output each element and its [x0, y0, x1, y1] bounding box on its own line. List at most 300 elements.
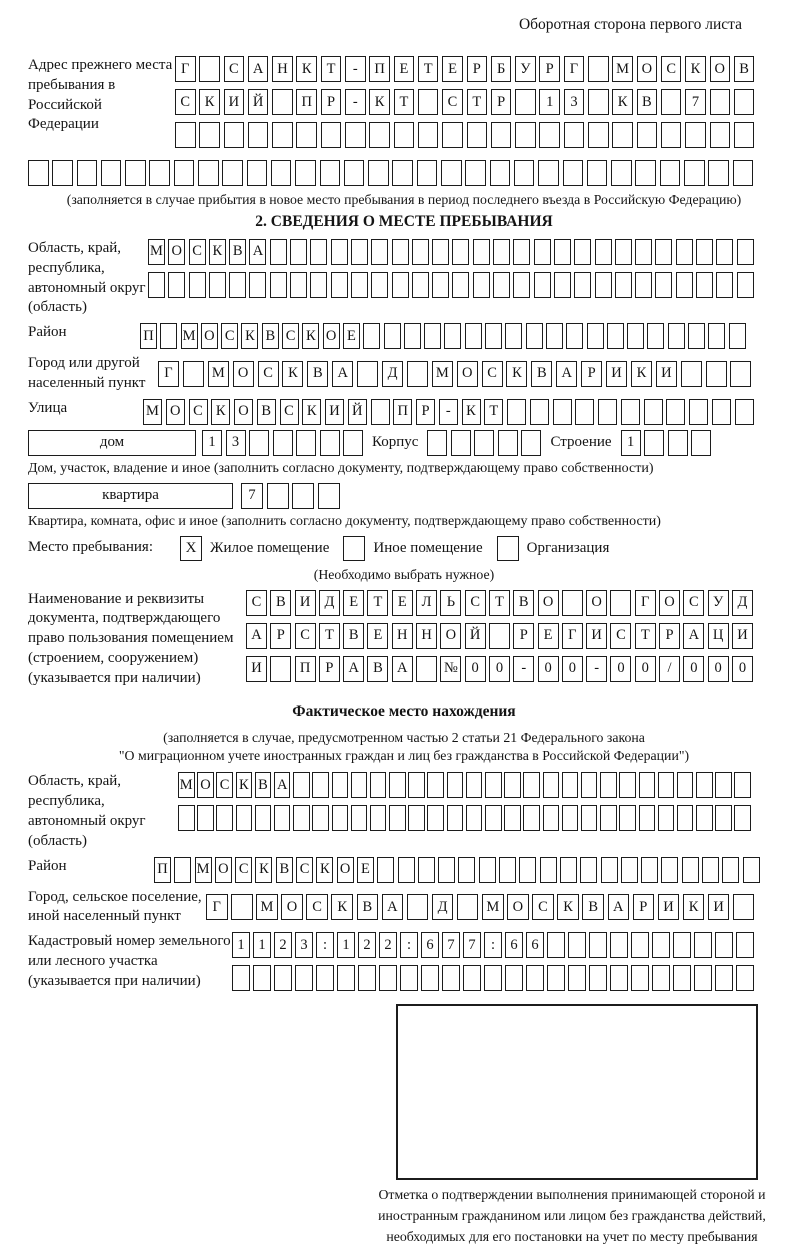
- char-cell[interactable]: Б: [491, 56, 512, 82]
- char-cell[interactable]: С: [306, 894, 328, 920]
- char-cell[interactable]: Ц: [708, 623, 729, 649]
- char-cell[interactable]: В: [257, 399, 276, 425]
- char-cell[interactable]: К: [331, 894, 353, 920]
- char-cell[interactable]: К: [302, 399, 321, 425]
- char-cell[interactable]: [566, 323, 583, 349]
- char-cell[interactable]: [661, 857, 678, 883]
- char-cell[interactable]: [209, 272, 226, 298]
- char-cell[interactable]: [368, 160, 389, 186]
- char-cell[interactable]: К: [369, 89, 390, 115]
- char-cell[interactable]: [379, 965, 397, 991]
- char-cell[interactable]: М: [181, 323, 198, 349]
- char-cell[interactable]: В: [734, 56, 755, 82]
- char-cell[interactable]: [627, 323, 644, 349]
- char-cell[interactable]: И: [586, 623, 607, 649]
- char-cell[interactable]: И: [606, 361, 627, 387]
- char-cell[interactable]: [337, 965, 355, 991]
- char-cell[interactable]: Н: [416, 623, 437, 649]
- char-cell[interactable]: [271, 160, 292, 186]
- char-cell[interactable]: Р: [416, 399, 435, 425]
- char-cell[interactable]: И: [295, 590, 316, 616]
- char-cell[interactable]: [398, 857, 415, 883]
- char-cell[interactable]: [688, 323, 705, 349]
- char-cell[interactable]: В: [513, 590, 534, 616]
- char-cell[interactable]: [485, 772, 502, 798]
- char-cell[interactable]: С: [683, 590, 704, 616]
- char-cell[interactable]: [668, 323, 685, 349]
- char-cell[interactable]: 2: [274, 932, 292, 958]
- char-cell[interactable]: О: [440, 623, 461, 649]
- char-cell[interactable]: [661, 89, 682, 115]
- char-cell[interactable]: С: [216, 772, 233, 798]
- char-cell[interactable]: Е: [343, 323, 360, 349]
- char-cell[interactable]: [457, 894, 479, 920]
- char-cell[interactable]: [652, 965, 670, 991]
- char-cell[interactable]: [418, 857, 435, 883]
- char-cell[interactable]: [743, 857, 760, 883]
- char-cell[interactable]: [547, 965, 565, 991]
- char-cell[interactable]: [553, 399, 572, 425]
- char-cell[interactable]: С: [482, 361, 503, 387]
- char-cell[interactable]: А: [246, 623, 267, 649]
- char-cell[interactable]: Р: [467, 56, 488, 82]
- char-cell[interactable]: [521, 430, 541, 456]
- char-cell[interactable]: [513, 272, 530, 298]
- char-cell[interactable]: [733, 160, 754, 186]
- char-cell[interactable]: 7: [685, 89, 706, 115]
- char-cell[interactable]: [312, 772, 329, 798]
- char-cell[interactable]: [607, 323, 624, 349]
- char-cell[interactable]: [610, 965, 628, 991]
- char-cell[interactable]: М: [432, 361, 453, 387]
- char-cell[interactable]: С: [282, 323, 299, 349]
- char-cell[interactable]: [734, 772, 751, 798]
- char-cell[interactable]: [321, 122, 342, 148]
- char-cell[interactable]: [229, 272, 246, 298]
- char-cell[interactable]: 1: [539, 89, 560, 115]
- char-cell[interactable]: И: [224, 89, 245, 115]
- char-cell[interactable]: М: [612, 56, 633, 82]
- char-cell[interactable]: [676, 272, 693, 298]
- char-cell[interactable]: О: [234, 399, 253, 425]
- char-cell[interactable]: [730, 361, 751, 387]
- char-cell[interactable]: [407, 361, 428, 387]
- char-cell[interactable]: [371, 272, 388, 298]
- char-cell[interactable]: [610, 590, 631, 616]
- char-cell[interactable]: [631, 932, 649, 958]
- char-cell[interactable]: М: [482, 894, 504, 920]
- char-cell[interactable]: [332, 772, 349, 798]
- char-cell[interactable]: С: [296, 857, 313, 883]
- char-cell[interactable]: [598, 399, 617, 425]
- char-cell[interactable]: В: [582, 894, 604, 920]
- char-cell[interactable]: О: [233, 361, 254, 387]
- char-cell[interactable]: [580, 857, 597, 883]
- char-cell[interactable]: А: [382, 894, 404, 920]
- char-cell[interactable]: К: [506, 361, 527, 387]
- char-cell[interactable]: И: [246, 656, 267, 682]
- char-cell[interactable]: С: [235, 857, 252, 883]
- char-cell[interactable]: [676, 239, 693, 265]
- char-cell[interactable]: 3: [564, 89, 585, 115]
- char-cell[interactable]: [160, 323, 177, 349]
- char-cell[interactable]: О: [323, 323, 340, 349]
- char-cell[interactable]: [465, 160, 486, 186]
- char-cell[interactable]: [737, 272, 754, 298]
- char-cell[interactable]: [658, 805, 675, 831]
- char-cell[interactable]: [392, 272, 409, 298]
- char-cell[interactable]: [369, 122, 390, 148]
- char-cell[interactable]: [101, 160, 122, 186]
- char-cell[interactable]: [563, 160, 584, 186]
- char-cell[interactable]: [178, 805, 195, 831]
- char-cell[interactable]: Р: [513, 623, 534, 649]
- char-cell[interactable]: [125, 160, 146, 186]
- char-cell[interactable]: Д: [432, 894, 454, 920]
- char-cell[interactable]: [293, 805, 310, 831]
- char-cell[interactable]: П: [296, 89, 317, 115]
- char-cell[interactable]: М: [256, 894, 278, 920]
- char-cell[interactable]: 0: [538, 656, 559, 682]
- char-cell[interactable]: [394, 122, 415, 148]
- char-cell[interactable]: [621, 857, 638, 883]
- char-cell[interactable]: 7: [463, 932, 481, 958]
- char-cell[interactable]: [543, 805, 560, 831]
- char-cell[interactable]: [52, 160, 73, 186]
- char-cell[interactable]: [320, 160, 341, 186]
- stay-type-checkbox-residential[interactable]: X: [180, 536, 202, 561]
- char-cell[interactable]: [444, 323, 461, 349]
- char-cell[interactable]: [377, 857, 394, 883]
- char-cell[interactable]: [267, 483, 289, 509]
- char-cell[interactable]: М: [195, 857, 212, 883]
- char-cell[interactable]: 1: [621, 430, 641, 456]
- char-cell[interactable]: О: [166, 399, 185, 425]
- char-cell[interactable]: [199, 122, 220, 148]
- char-cell[interactable]: [515, 89, 536, 115]
- char-cell[interactable]: Д: [732, 590, 753, 616]
- char-cell[interactable]: [197, 805, 214, 831]
- char-cell[interactable]: [442, 122, 463, 148]
- char-cell[interactable]: [734, 805, 751, 831]
- char-cell[interactable]: [574, 239, 591, 265]
- char-cell[interactable]: [408, 805, 425, 831]
- char-cell[interactable]: [696, 805, 713, 831]
- char-cell[interactable]: В: [531, 361, 552, 387]
- char-cell[interactable]: [274, 965, 292, 991]
- char-cell[interactable]: К: [199, 89, 220, 115]
- char-cell[interactable]: [417, 160, 438, 186]
- char-cell[interactable]: К: [462, 399, 481, 425]
- char-cell[interactable]: [658, 772, 675, 798]
- char-cell[interactable]: [479, 857, 496, 883]
- char-cell[interactable]: [708, 160, 729, 186]
- char-cell[interactable]: Р: [581, 361, 602, 387]
- char-cell[interactable]: [684, 160, 705, 186]
- char-cell[interactable]: [504, 772, 521, 798]
- char-cell[interactable]: Е: [394, 56, 415, 82]
- char-cell[interactable]: К: [683, 894, 705, 920]
- char-cell[interactable]: [370, 772, 387, 798]
- char-cell[interactable]: Р: [633, 894, 655, 920]
- char-cell[interactable]: А: [332, 361, 353, 387]
- char-cell[interactable]: [474, 430, 494, 456]
- char-cell[interactable]: [473, 272, 490, 298]
- char-cell[interactable]: [175, 122, 196, 148]
- char-cell[interactable]: [691, 430, 711, 456]
- char-cell[interactable]: [588, 122, 609, 148]
- char-cell[interactable]: 6: [421, 932, 439, 958]
- char-cell[interactable]: С: [295, 623, 316, 649]
- char-cell[interactable]: Е: [538, 623, 559, 649]
- char-cell[interactable]: [270, 656, 291, 682]
- char-cell[interactable]: 0: [708, 656, 729, 682]
- char-cell[interactable]: С: [258, 361, 279, 387]
- char-cell[interactable]: [562, 772, 579, 798]
- char-cell[interactable]: [505, 965, 523, 991]
- char-cell[interactable]: [694, 965, 712, 991]
- char-cell[interactable]: [400, 965, 418, 991]
- char-cell[interactable]: [466, 805, 483, 831]
- char-cell[interactable]: [351, 272, 368, 298]
- char-cell[interactable]: [412, 239, 429, 265]
- char-cell[interactable]: [581, 772, 598, 798]
- char-cell[interactable]: [526, 965, 544, 991]
- char-cell[interactable]: Г: [175, 56, 196, 82]
- char-cell[interactable]: А: [343, 656, 364, 682]
- char-cell[interactable]: [635, 239, 652, 265]
- char-cell[interactable]: [363, 323, 380, 349]
- char-cell[interactable]: [452, 239, 469, 265]
- char-cell[interactable]: В: [255, 772, 272, 798]
- char-cell[interactable]: Й: [465, 623, 486, 649]
- char-cell[interactable]: [418, 122, 439, 148]
- char-cell[interactable]: [562, 590, 583, 616]
- char-cell[interactable]: [432, 239, 449, 265]
- char-cell[interactable]: К: [557, 894, 579, 920]
- char-cell[interactable]: П: [295, 656, 316, 682]
- char-cell[interactable]: 3: [226, 430, 246, 456]
- char-cell[interactable]: -: [586, 656, 607, 682]
- char-cell[interactable]: [493, 272, 510, 298]
- char-cell[interactable]: [696, 772, 713, 798]
- char-cell[interactable]: [619, 805, 636, 831]
- char-cell[interactable]: Н: [392, 623, 413, 649]
- char-cell[interactable]: [685, 122, 706, 148]
- char-cell[interactable]: Т: [467, 89, 488, 115]
- char-cell[interactable]: О: [457, 361, 478, 387]
- char-cell[interactable]: [715, 772, 732, 798]
- char-cell[interactable]: [595, 272, 612, 298]
- char-cell[interactable]: 6: [526, 932, 544, 958]
- char-cell[interactable]: 1: [232, 932, 250, 958]
- char-cell[interactable]: [587, 323, 604, 349]
- char-cell[interactable]: 1: [202, 430, 222, 456]
- char-cell[interactable]: [224, 122, 245, 148]
- char-cell[interactable]: В: [262, 323, 279, 349]
- char-cell[interactable]: [371, 399, 390, 425]
- char-cell[interactable]: -: [345, 89, 366, 115]
- char-cell[interactable]: М: [178, 772, 195, 798]
- char-cell[interactable]: О: [538, 590, 559, 616]
- char-cell[interactable]: [600, 772, 617, 798]
- char-cell[interactable]: К: [236, 772, 253, 798]
- char-cell[interactable]: В: [229, 239, 246, 265]
- char-cell[interactable]: [575, 399, 594, 425]
- char-cell[interactable]: О: [168, 239, 185, 265]
- char-cell[interactable]: :: [400, 932, 418, 958]
- char-cell[interactable]: [655, 239, 672, 265]
- char-cell[interactable]: [554, 239, 571, 265]
- char-cell[interactable]: [418, 89, 439, 115]
- char-cell[interactable]: Ь: [440, 590, 461, 616]
- char-cell[interactable]: [28, 160, 49, 186]
- char-cell[interactable]: [660, 160, 681, 186]
- char-cell[interactable]: [484, 965, 502, 991]
- char-cell[interactable]: Т: [367, 590, 388, 616]
- char-cell[interactable]: 0: [610, 656, 631, 682]
- char-cell[interactable]: [568, 932, 586, 958]
- char-cell[interactable]: [331, 239, 348, 265]
- char-cell[interactable]: [715, 965, 733, 991]
- char-cell[interactable]: И: [732, 623, 753, 649]
- char-cell[interactable]: 2: [358, 932, 376, 958]
- char-cell[interactable]: [600, 805, 617, 831]
- char-cell[interactable]: [351, 239, 368, 265]
- char-cell[interactable]: [589, 932, 607, 958]
- char-cell[interactable]: [722, 857, 739, 883]
- char-cell[interactable]: [270, 239, 287, 265]
- char-cell[interactable]: [710, 89, 731, 115]
- char-cell[interactable]: Р: [539, 56, 560, 82]
- char-cell[interactable]: [539, 122, 560, 148]
- char-cell[interactable]: [491, 122, 512, 148]
- char-cell[interactable]: В: [307, 361, 328, 387]
- char-cell[interactable]: [702, 857, 719, 883]
- char-cell[interactable]: 3: [295, 932, 313, 958]
- char-cell[interactable]: У: [708, 590, 729, 616]
- char-cell[interactable]: 0: [465, 656, 486, 682]
- char-cell[interactable]: [696, 272, 713, 298]
- char-cell[interactable]: Р: [321, 89, 342, 115]
- char-cell[interactable]: [463, 965, 481, 991]
- char-cell[interactable]: [589, 965, 607, 991]
- char-cell[interactable]: Р: [659, 623, 680, 649]
- char-cell[interactable]: [331, 272, 348, 298]
- char-cell[interactable]: [255, 805, 272, 831]
- char-cell[interactable]: [504, 805, 521, 831]
- char-cell[interactable]: С: [224, 56, 245, 82]
- char-cell[interactable]: [371, 239, 388, 265]
- char-cell[interactable]: [253, 965, 271, 991]
- char-cell[interactable]: [673, 932, 691, 958]
- char-cell[interactable]: [639, 772, 656, 798]
- char-cell[interactable]: [735, 399, 754, 425]
- char-cell[interactable]: [273, 430, 293, 456]
- char-cell[interactable]: 0: [732, 656, 753, 682]
- char-cell[interactable]: К: [302, 323, 319, 349]
- char-cell[interactable]: Е: [367, 623, 388, 649]
- char-cell[interactable]: [295, 965, 313, 991]
- char-cell[interactable]: [543, 772, 560, 798]
- char-cell[interactable]: /: [659, 656, 680, 682]
- char-cell[interactable]: Г: [564, 56, 585, 82]
- char-cell[interactable]: [231, 894, 253, 920]
- char-cell[interactable]: [611, 160, 632, 186]
- char-cell[interactable]: [358, 965, 376, 991]
- char-cell[interactable]: [351, 772, 368, 798]
- char-cell[interactable]: [737, 239, 754, 265]
- char-cell[interactable]: [438, 857, 455, 883]
- char-cell[interactable]: К: [255, 857, 272, 883]
- char-cell[interactable]: [631, 965, 649, 991]
- char-cell[interactable]: [715, 932, 733, 958]
- char-cell[interactable]: 7: [442, 932, 460, 958]
- char-cell[interactable]: П: [154, 857, 171, 883]
- char-cell[interactable]: [370, 805, 387, 831]
- char-cell[interactable]: [587, 160, 608, 186]
- char-cell[interactable]: Д: [382, 361, 403, 387]
- char-cell[interactable]: О: [659, 590, 680, 616]
- char-cell[interactable]: [249, 430, 269, 456]
- char-cell[interactable]: В: [270, 590, 291, 616]
- char-cell[interactable]: -: [513, 656, 534, 682]
- char-cell[interactable]: №: [440, 656, 461, 682]
- char-cell[interactable]: [316, 965, 334, 991]
- char-cell[interactable]: [639, 805, 656, 831]
- char-cell[interactable]: [568, 965, 586, 991]
- char-cell[interactable]: Й: [248, 89, 269, 115]
- char-cell[interactable]: М: [208, 361, 229, 387]
- char-cell[interactable]: Е: [392, 590, 413, 616]
- char-cell[interactable]: [392, 239, 409, 265]
- char-cell[interactable]: 0: [562, 656, 583, 682]
- char-cell[interactable]: [407, 894, 429, 920]
- char-cell[interactable]: [270, 272, 287, 298]
- char-cell[interactable]: [174, 857, 191, 883]
- char-cell[interactable]: С: [221, 323, 238, 349]
- char-cell[interactable]: [404, 323, 421, 349]
- char-cell[interactable]: [442, 965, 460, 991]
- char-cell[interactable]: [498, 430, 518, 456]
- char-cell[interactable]: :: [484, 932, 502, 958]
- char-cell[interactable]: В: [276, 857, 293, 883]
- char-cell[interactable]: С: [532, 894, 554, 920]
- char-cell[interactable]: [515, 122, 536, 148]
- char-cell[interactable]: У: [515, 56, 536, 82]
- char-cell[interactable]: А: [556, 361, 577, 387]
- char-cell[interactable]: 0: [489, 656, 510, 682]
- char-cell[interactable]: [272, 122, 293, 148]
- char-cell[interactable]: [332, 805, 349, 831]
- char-cell[interactable]: [708, 323, 725, 349]
- char-cell[interactable]: А: [248, 56, 269, 82]
- char-cell[interactable]: [505, 323, 522, 349]
- char-cell[interactable]: [734, 122, 755, 148]
- char-cell[interactable]: [384, 323, 401, 349]
- char-cell[interactable]: [451, 430, 471, 456]
- char-cell[interactable]: О: [507, 894, 529, 920]
- char-cell[interactable]: С: [610, 623, 631, 649]
- char-cell[interactable]: [499, 857, 516, 883]
- char-cell[interactable]: Т: [394, 89, 415, 115]
- char-cell[interactable]: Г: [206, 894, 228, 920]
- char-cell[interactable]: М: [148, 239, 165, 265]
- char-cell[interactable]: С: [189, 239, 206, 265]
- char-cell[interactable]: [274, 805, 291, 831]
- char-cell[interactable]: К: [612, 89, 633, 115]
- char-cell[interactable]: [320, 430, 340, 456]
